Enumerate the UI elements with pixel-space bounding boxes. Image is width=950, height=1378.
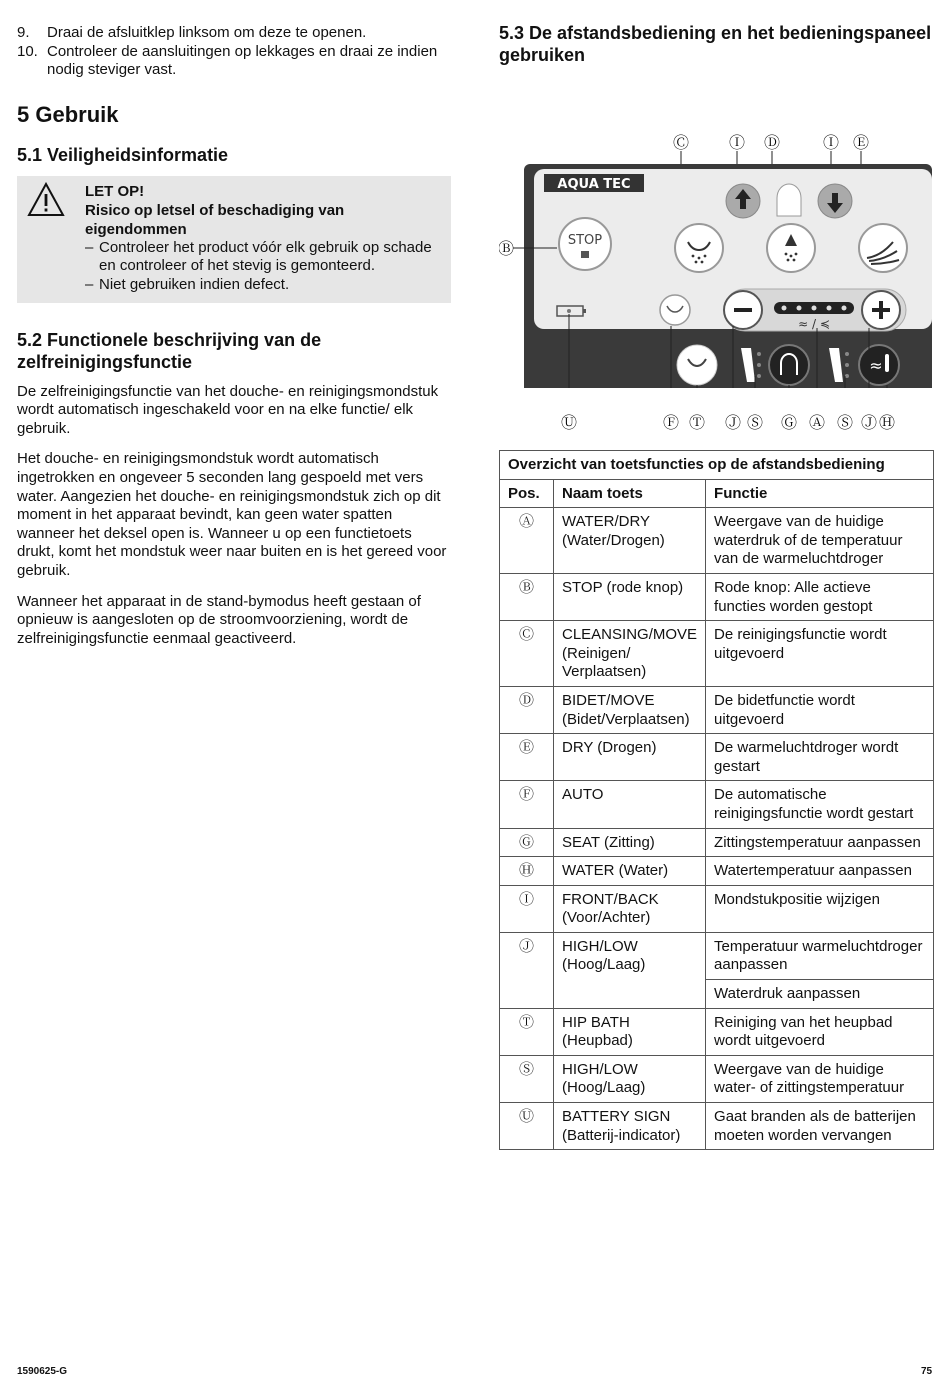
nozzle-indicator-icon <box>777 184 801 216</box>
cell-pos: Ⓕ <box>500 781 554 828</box>
cell-pos: Ⓣ <box>500 1008 554 1055</box>
callout-h: Ⓗ <box>878 413 896 432</box>
step-number: 10. <box>17 42 38 60</box>
cell-pos: Ⓤ <box>500 1103 554 1150</box>
table-row <box>500 1103 934 1150</box>
dry-button[interactable] <box>859 224 907 272</box>
cell-pos: Ⓢ <box>500 1055 554 1102</box>
table-row <box>500 621 934 687</box>
cell-pos: Ⓘ <box>500 885 554 932</box>
callout-c: Ⓒ <box>672 133 690 152</box>
seat-button[interactable] <box>769 345 809 385</box>
cell-pos: Ⓔ <box>500 734 554 781</box>
key-functions-table <box>499 450 934 1150</box>
step-text: Controleer de aansluitingen op lekkages en draai ze indien nodig steviger vast. <box>47 42 438 79</box>
cell-name: WATER/DRY (Water/Drogen) <box>554 508 706 574</box>
step-item <box>17 24 451 43</box>
table-row <box>500 828 934 857</box>
warning-triangle-icon <box>27 182 65 218</box>
step-text: Draai de afsluitklep linksom om deze te openen. <box>47 24 367 41</box>
table-row <box>500 885 934 932</box>
table-row <box>500 1055 934 1102</box>
callout-b: Ⓑ <box>499 239 515 258</box>
water-dry-indicator-icon: ≈ / ≼ <box>798 317 830 331</box>
cell-pos: Ⓖ <box>500 828 554 857</box>
cell-pos: Ⓒ <box>500 621 554 687</box>
table-row <box>500 508 934 574</box>
stop-label: STOP <box>567 233 603 248</box>
minus-icon <box>734 308 752 312</box>
callout-g: Ⓖ <box>780 413 798 432</box>
cell-function: De bidetfunctie wordt uitgevoerd <box>706 686 934 733</box>
cell-name: WATER (Water) <box>554 857 706 886</box>
cell-function: Temperatuur warmeluchtdroger aanpassen <box>706 932 934 979</box>
warning-title: LET OP! <box>85 182 145 200</box>
remote-control-figure <box>499 76 933 432</box>
warning-box <box>17 176 451 303</box>
cell-function: De automatische reinigingsfunctie wordt gestart <box>706 781 934 828</box>
water-temp-icon: ≈ <box>869 356 883 375</box>
brand-text: AQUA TEC <box>557 177 631 192</box>
remote-control-diagram <box>499 76 933 388</box>
callout-d: Ⓓ <box>763 133 781 152</box>
paragraph: Het douche- en reinigingsmondstuk wordt automatisch ingetrokken en ongeveer 5 seconden lang gespoeld met vers water. Aangezien het douche- en reinigingsmondstuk zich op dit moment in het apparaat bevindt, kan geen water spatten wanneer het deksel open is. Wanneer u op een functietoets drukt, komt het mondstuk weer naar buiten en is het gereed voor gebruik. <box>17 450 447 579</box>
callout-a: Ⓐ <box>808 413 826 432</box>
warning-bullet: – Controleer het product vóór elk gebruik op schade en controleer of het stevig is gemonteerd. <box>85 239 443 276</box>
section-5-3-title: 5.3 De afstandsbediening en het bedieningspaneel gebruiken <box>499 23 932 65</box>
section-5-2-title: 5.2 Functionele beschrijving van de zelfreinigingsfunctie <box>17 329 322 372</box>
table-header-row <box>500 479 934 508</box>
document-number: 1590625-G <box>17 1366 68 1377</box>
paragraph: De zelfreinigingsfunctie van het douche- en reinigingsmondstuk wordt automatisch ingeschakeld voor en na elke functie/ elk gebruik. <box>17 382 439 437</box>
cell-name: BATTERY SIGN (Batterij-indicator) <box>554 1103 706 1150</box>
cell-pos: Ⓐ <box>500 508 554 574</box>
cell-function: Waterdruk aanpassen <box>706 980 934 1009</box>
callout-i: Ⓘ <box>728 133 746 152</box>
cell-name: BIDET/MOVE (Bidet/Verplaatsen) <box>554 686 706 733</box>
bottom-callouts <box>499 408 933 438</box>
warning-subtitle: Risico op letsel of beschadiging van eigendommen <box>85 201 345 238</box>
step-number: 9. <box>17 24 30 41</box>
table-row <box>500 573 934 620</box>
callout-j: Ⓙ <box>860 413 878 432</box>
header-function: Functie <box>706 479 934 508</box>
right-column <box>499 22 933 1150</box>
table-row <box>500 686 934 733</box>
cell-pos: Ⓑ <box>500 573 554 620</box>
cell-name: SEAT (Zitting) <box>554 828 706 857</box>
callout-s: Ⓢ <box>746 413 764 432</box>
callout-i: Ⓘ <box>822 133 840 152</box>
cell-name: HIGH/LOW (Hoog/Laag) <box>554 932 706 1008</box>
left-column <box>17 24 451 660</box>
paragraph: Wanneer het apparaat in de stand-bymodus heeft gestaan of opnieuw is aangesloten op de stroomvoorziening, wordt de zelfreinigingsfunctie eenmaal geactiveerd. <box>17 592 421 647</box>
cell-function: Gaat branden als de batterijen moeten worden vervangen <box>706 1103 934 1150</box>
callout-f: Ⓕ <box>662 413 680 432</box>
table-row <box>500 781 934 828</box>
cell-function: Watertemperatuur aanpassen <box>706 857 934 886</box>
table-row <box>500 932 934 979</box>
warning-bullet-text: Controleer het product vóór elk gebruik op schade en controleer of het stevig is gemonteerd. <box>99 238 432 275</box>
callout-e: Ⓔ <box>852 133 870 152</box>
section-5-1-title: 5.1 Veiligheidsinformatie <box>17 144 229 165</box>
callout-u: Ⓤ <box>560 413 578 432</box>
cell-name: FRONT/BACK (Voor/Achter) <box>554 885 706 932</box>
table-caption: Overzicht van toetsfuncties op de afstandsbediening <box>500 451 934 480</box>
cell-name: AUTO <box>554 781 706 828</box>
cell-name: CLEANSING/MOVE (Reinigen/ Verplaatsen) <box>554 621 706 687</box>
warning-bullet-text: Niet gebruiken indien defect. <box>99 275 290 293</box>
cell-pos: Ⓗ <box>500 857 554 886</box>
cell-name: HIGH/LOW (Hoog/Laag) <box>554 1055 706 1102</box>
callout-s: Ⓢ <box>836 413 854 432</box>
section-5-title: 5 Gebruik <box>17 101 119 127</box>
cell-function: Zittingstemperatuur aanpassen <box>706 828 934 857</box>
table-row <box>500 857 934 886</box>
cell-name: STOP (rode knop) <box>554 573 706 620</box>
cell-function: Reiniging van het heupbad wordt uitgevoerd <box>706 1008 934 1055</box>
header-pos: Pos. <box>500 479 554 508</box>
bidet-button[interactable] <box>767 224 815 272</box>
header-name: Naam toets <box>554 479 706 508</box>
cell-pos: Ⓙ <box>500 932 554 1008</box>
callout-j: Ⓙ <box>724 413 742 432</box>
cell-function: De warmeluchtdroger wordt gestart <box>706 734 934 781</box>
callout-t: Ⓣ <box>688 413 706 432</box>
cell-name: HIP BATH (Heupbad) <box>554 1008 706 1055</box>
cell-name: DRY (Drogen) <box>554 734 706 781</box>
cleansing-button[interactable] <box>675 224 723 272</box>
cell-function: Rode knop: Alle actieve functies worden gestopt <box>706 573 934 620</box>
table-row <box>500 734 934 781</box>
cell-function: De reinigingsfunctie wordt uitgevoerd <box>706 621 934 687</box>
auto-button[interactable] <box>660 295 690 325</box>
page-number: 75 <box>921 1366 933 1377</box>
cell-pos: Ⓓ <box>500 686 554 733</box>
step-item <box>17 43 451 80</box>
cell-function: Mondstukpositie wijzigen <box>706 885 934 932</box>
table-row <box>500 1008 934 1055</box>
warning-bullet: – Niet gebruiken indien defect. <box>85 275 290 293</box>
cell-function: Weergave van de huidige waterdruk of de temperatuur van de warmeluchtdroger <box>706 508 934 574</box>
cell-function: Weergave van de huidige water- of zittingstemperatuur <box>706 1055 934 1102</box>
